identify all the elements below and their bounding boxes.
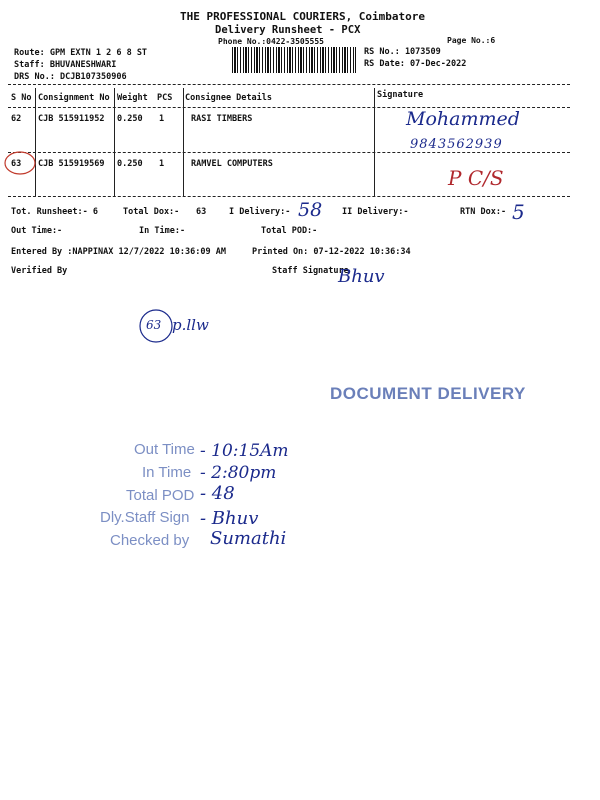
printed-on: Printed On: 07-12-2022 10:36:34 (252, 247, 411, 257)
row-sno: 62 (11, 114, 22, 124)
column-divider (114, 88, 115, 196)
rs-date: RS Date: 07-Dec-2022 (364, 59, 467, 69)
col-header-pcs: PCS (157, 93, 173, 103)
table-bottom-rule (8, 196, 570, 197)
column-divider (183, 88, 184, 196)
stamp-in-time-value: - 2:80pm (200, 463, 277, 483)
row-signature-phone: 9843562939 (410, 137, 503, 152)
i-delivery-value: 58 (298, 199, 323, 221)
total-pod-label: Total POD:- (261, 226, 318, 236)
annotation-initials: p.llw (172, 316, 209, 334)
col-header-consignment: Consignment No (38, 93, 110, 103)
out-time-label: Out Time:- (11, 226, 63, 236)
col-header-consignee: Consignee Details (185, 93, 272, 103)
row-consignee: RAMVEL COMPUTERS (191, 159, 273, 169)
row-pcs: 1 (159, 114, 165, 124)
drs-number: DRS No.: DCJB107350906 (14, 72, 127, 82)
column-divider (374, 88, 375, 196)
row-signature-note: P C/S (448, 166, 504, 190)
row-weight: 0.250 (117, 114, 143, 124)
stamp-total-pod-label: Total POD (126, 487, 195, 504)
company-name: THE PROFESSIONAL COURIERS, Coimbatore (180, 10, 426, 23)
total-runsheet: Tot. Runsheet:- 6 (11, 207, 98, 217)
col-header-sno: S No (11, 93, 32, 103)
route: Route: GPM EXTN 1 2 6 8 ST (14, 48, 148, 58)
barcode (232, 47, 356, 73)
entered-by: Entered By :NAPPINAX 12/7/2022 10:36:09 AM (11, 247, 226, 257)
page-number: Page No.:6 (447, 36, 496, 45)
sheet-title: Delivery Runsheet - PCX (215, 24, 361, 36)
row-consignee: RASI TIMBERS (191, 114, 253, 124)
stamp-out-time-value: - 10:15Am (200, 441, 289, 461)
stamp-out-time-label: Out Time (134, 441, 195, 458)
rtn-dox-value: 5 (512, 200, 525, 224)
total-dox-value: 63 (196, 207, 207, 217)
col-header-weight: Weight (117, 93, 148, 103)
stamp-in-time-label: In Time (142, 464, 192, 481)
stamp-staff-sign-label: Dly.Staff Sign (100, 509, 190, 526)
annotation-circle-text: 63 (146, 318, 162, 332)
row-sno: 63 (11, 159, 22, 169)
stamp-staff-sign-value: - Bhuv (200, 508, 259, 529)
stamp-checked-by-value: Sumathi (210, 528, 287, 549)
staff-signature-hand: Bhuv (338, 266, 385, 287)
ii-delivery-label: II Delivery:- (342, 207, 409, 217)
stamp-checked-by-label: Checked by (110, 532, 190, 549)
staff: Staff: BHUVANESHWARI (14, 60, 117, 70)
circle-mark-icon (3, 150, 43, 180)
row-pcs: 1 (159, 159, 165, 169)
staff-signature-label: Staff Signature (272, 266, 349, 276)
in-time-label: In Time:- (139, 226, 186, 236)
row-consignment: CJB 515911952 (38, 114, 105, 124)
row-consignment: CJB 515919569 (38, 159, 105, 169)
rtn-dox-label: RTN Dox:- (460, 207, 507, 217)
total-dox-label: Total Dox:- (123, 207, 180, 217)
stamp-total-pod-value: - 48 (200, 483, 235, 504)
row-signature-name: Mohammed (406, 108, 520, 130)
row-divider (8, 152, 570, 153)
table-top-rule (8, 84, 570, 85)
col-header-signature: Signature (377, 90, 424, 100)
stamp-title: DOCUMENT DELIVERY (330, 384, 526, 403)
i-delivery-label: I Delivery:- (229, 207, 291, 217)
verified-by: Verified By (11, 266, 68, 276)
rs-number: RS No.: 1073509 (364, 47, 441, 57)
row-weight: 0.250 (117, 159, 143, 169)
phone-number: Phone No.:0422-3505555 (218, 37, 324, 46)
